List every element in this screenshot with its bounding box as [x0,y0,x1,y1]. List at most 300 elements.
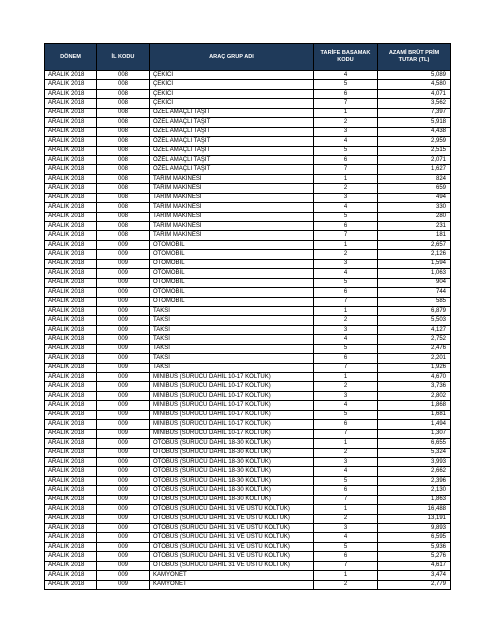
cell-il-kodu: 009 [97,467,150,476]
cell-prim-tutar: 824 [378,174,451,183]
cell-arac-grup-adi: TARIM MAKİNESİ [150,231,314,240]
cell-prim-tutar: 2,396 [378,476,451,485]
cell-donem: ARALIK 2018 [45,401,97,410]
cell-tarife-basamak: 7 [314,363,378,372]
cell-donem: ARALIK 2018 [45,571,97,580]
cell-tarife-basamak: 4 [314,467,378,476]
cell-arac-grup-adi: ÖZEL AMAÇLI TAŞIT [150,127,314,136]
cell-donem: ARALIK 2018 [45,495,97,504]
cell-tarife-basamak: 5 [314,278,378,287]
cell-tarife-basamak: 3 [314,127,378,136]
cell-il-kodu: 009 [97,486,150,495]
cell-prim-tutar: 1,063 [378,269,451,278]
cell-tarife-basamak: 7 [314,561,378,570]
cell-arac-grup-adi: ÇEKİCİ [150,71,314,80]
cell-donem: ARALIK 2018 [45,80,97,89]
cell-arac-grup-adi: ÖZEL AMAÇLI TAŞIT [150,118,314,127]
table-row [45,401,451,410]
cell-donem: ARALIK 2018 [45,316,97,325]
cell-tarife-basamak: 6 [314,354,378,363]
cell-prim-tutar: 5,324 [378,448,451,457]
cell-prim-tutar: 4,438 [378,127,451,136]
cell-tarife-basamak: 2 [314,382,378,391]
cell-prim-tutar: 7,397 [378,108,451,117]
cell-arac-grup-adi: MİNİBÜS (SÜRÜCÜ DAHİL 10-17 KOLTUK) [150,401,314,410]
cell-tarife-basamak: 5 [314,476,378,485]
cell-il-kodu: 009 [97,316,150,325]
cell-donem: ARALIK 2018 [45,344,97,353]
cell-tarife-basamak: 1 [314,505,378,514]
cell-tarife-basamak: 5 [314,542,378,551]
cell-tarife-basamak: 3 [314,391,378,400]
cell-donem: ARALIK 2018 [45,382,97,391]
table-row [45,486,451,495]
cell-il-kodu: 009 [97,382,150,391]
cell-il-kodu: 009 [97,439,150,448]
cell-donem: ARALIK 2018 [45,71,97,80]
cell-tarife-basamak: 2 [314,448,378,457]
cell-il-kodu: 008 [97,137,150,146]
table-row [45,382,451,391]
cell-arac-grup-adi: ÖZEL AMAÇLI TAŞIT [150,165,314,174]
cell-donem: ARALIK 2018 [45,439,97,448]
cell-tarife-basamak: 3 [314,193,378,202]
table-row [45,137,451,146]
table-row [45,391,451,400]
cell-prim-tutar: 1,681 [378,410,451,419]
cell-arac-grup-adi: TARIM MAKİNESİ [150,203,314,212]
cell-donem: ARALIK 2018 [45,505,97,514]
table-body [45,71,451,590]
cell-donem: ARALIK 2018 [45,373,97,382]
table-row [45,174,451,183]
table-row [45,269,451,278]
cell-arac-grup-adi: OTOBÜS (SÜRÜCÜ DAHİL 18-30 KOLTUK) [150,476,314,485]
cell-il-kodu: 009 [97,561,150,570]
cell-tarife-basamak: 2 [314,250,378,259]
table-row [45,212,451,221]
cell-prim-tutar: 280 [378,212,451,221]
table-row [45,439,451,448]
cell-arac-grup-adi: KAMYONET [150,571,314,580]
cell-arac-grup-adi: MİNİBÜS (SÜRÜCÜ DAHİL 10-17 KOLTUK) [150,382,314,391]
cell-prim-tutar: 4,071 [378,89,451,98]
cell-donem: ARALIK 2018 [45,240,97,249]
cell-il-kodu: 009 [97,240,150,249]
cell-arac-grup-adi: OTOBÜS (SÜRÜCÜ DAHİL 18-30 KOLTUK) [150,439,314,448]
cell-arac-grup-adi: OTOBÜS (SÜRÜCÜ DAHİL 18-30 KOLTUK) [150,467,314,476]
cell-tarife-basamak: 7 [314,495,378,504]
cell-il-kodu: 009 [97,514,150,523]
cell-arac-grup-adi: MİNİBÜS (SÜRÜCÜ DAHİL 10-17 KOLTUK) [150,373,314,382]
cell-il-kodu: 009 [97,269,150,278]
cell-donem: ARALIK 2018 [45,259,97,268]
cell-il-kodu: 009 [97,448,150,457]
cell-tarife-basamak: 7 [314,231,378,240]
cell-prim-tutar: 6,879 [378,306,451,315]
cell-arac-grup-adi: ÇEKİCİ [150,80,314,89]
cell-tarife-basamak: 6 [314,155,378,164]
table-row [45,306,451,315]
cell-il-kodu: 009 [97,533,150,542]
cell-tarife-basamak: 3 [314,325,378,334]
table-row [45,240,451,249]
cell-il-kodu: 008 [97,71,150,80]
table-row [45,476,451,485]
cell-tarife-basamak: 5 [314,344,378,353]
cell-tarife-basamak: 3 [314,259,378,268]
cell-il-kodu: 008 [97,222,150,231]
cell-tarife-basamak: 1 [314,240,378,249]
cell-prim-tutar: 2,476 [378,344,451,353]
table-row [45,89,451,98]
table-row [45,108,451,117]
cell-prim-tutar: 5,089 [378,71,451,80]
cell-arac-grup-adi: OTOBÜS (SÜRÜCÜ DAHİL 31 VE ÜSTÜ KOLTUK) [150,524,314,533]
table-row [45,495,451,504]
cell-il-kodu: 008 [97,184,150,193]
cell-tarife-basamak: 5 [314,212,378,221]
cell-tarife-basamak: 7 [314,165,378,174]
cell-prim-tutar: 1,868 [378,401,451,410]
cell-il-kodu: 009 [97,476,150,485]
cell-il-kodu: 009 [97,401,150,410]
cell-arac-grup-adi: OTOMOBİL [150,269,314,278]
cell-tarife-basamak: 1 [314,571,378,580]
cell-il-kodu: 008 [97,127,150,136]
cell-donem: ARALIK 2018 [45,580,97,589]
cell-donem: ARALIK 2018 [45,486,97,495]
cell-arac-grup-adi: ÖZEL AMAÇLI TAŞIT [150,137,314,146]
cell-donem: ARALIK 2018 [45,108,97,117]
table-row [45,184,451,193]
cell-tarife-basamak: 3 [314,524,378,533]
cell-donem: ARALIK 2018 [45,89,97,98]
cell-donem: ARALIK 2018 [45,533,97,542]
cell-donem: ARALIK 2018 [45,448,97,457]
cell-tarife-basamak: 5 [314,410,378,419]
cell-tarife-basamak: 1 [314,108,378,117]
table-row [45,420,451,429]
cell-tarife-basamak: 1 [314,306,378,315]
cell-il-kodu: 009 [97,391,150,400]
cell-il-kodu: 009 [97,495,150,504]
table-row [45,278,451,287]
cell-arac-grup-adi: OTOMOBİL [150,250,314,259]
cell-prim-tutar: 659 [378,184,451,193]
cell-arac-grup-adi: TARIM MAKİNESİ [150,222,314,231]
header-azami-brut-prim-tutar: AZAMİ BRÜT PRİM TUTAR (TL) [378,44,451,71]
table-row [45,448,451,457]
cell-donem: ARALIK 2018 [45,561,97,570]
cell-il-kodu: 008 [97,174,150,183]
cell-arac-grup-adi: OTOBÜS (SÜRÜCÜ DAHİL 31 VE ÜSTÜ KOLTUK) [150,561,314,570]
table-row [45,533,451,542]
cell-prim-tutar: 6,595 [378,533,451,542]
table-row [45,344,451,353]
table-row [45,222,451,231]
table-row [45,373,451,382]
cell-il-kodu: 009 [97,373,150,382]
cell-il-kodu: 008 [97,118,150,127]
table-row [45,429,451,438]
cell-prim-tutar: 4,617 [378,561,451,570]
cell-il-kodu: 009 [97,429,150,438]
cell-tarife-basamak: 6 [314,288,378,297]
cell-il-kodu: 009 [97,288,150,297]
cell-arac-grup-adi: TARIM MAKİNESİ [150,212,314,221]
cell-donem: ARALIK 2018 [45,193,97,202]
cell-donem: ARALIK 2018 [45,250,97,259]
cell-donem: ARALIK 2018 [45,542,97,551]
cell-arac-grup-adi: OTOBÜS (SÜRÜCÜ DAHİL 31 VE ÜSTÜ KOLTUK) [150,542,314,551]
cell-prim-tutar: 2,779 [378,580,451,589]
cell-donem: ARALIK 2018 [45,222,97,231]
cell-tarife-basamak: 6 [314,89,378,98]
cell-prim-tutar: 16,488 [378,505,451,514]
cell-donem: ARALIK 2018 [45,174,97,183]
cell-prim-tutar: 2,515 [378,146,451,155]
table-row [45,316,451,325]
table-row [45,561,451,570]
cell-tarife-basamak: 5 [314,146,378,155]
cell-donem: ARALIK 2018 [45,297,97,306]
table-row [45,71,451,80]
cell-prim-tutar: 13,191 [378,514,451,523]
cell-arac-grup-adi: TARIM MAKİNESİ [150,174,314,183]
cell-prim-tutar: 2,071 [378,155,451,164]
cell-donem: ARALIK 2018 [45,278,97,287]
cell-prim-tutar: 1,863 [378,495,451,504]
cell-donem: ARALIK 2018 [45,420,97,429]
cell-donem: ARALIK 2018 [45,165,97,174]
table-row [45,335,451,344]
table-row [45,193,451,202]
cell-prim-tutar: 330 [378,203,451,212]
cell-tarife-basamak: 4 [314,71,378,80]
cell-il-kodu: 009 [97,580,150,589]
cell-prim-tutar: 1,494 [378,420,451,429]
table-row [45,542,451,551]
cell-il-kodu: 008 [97,108,150,117]
cell-il-kodu: 009 [97,505,150,514]
cell-prim-tutar: 181 [378,231,451,240]
cell-il-kodu: 009 [97,457,150,466]
cell-il-kodu: 009 [97,259,150,268]
cell-prim-tutar: 1,926 [378,363,451,372]
cell-arac-grup-adi: OTOMOBİL [150,278,314,287]
cell-tarife-basamak: 3 [314,457,378,466]
cell-donem: ARALIK 2018 [45,212,97,221]
cell-il-kodu: 009 [97,420,150,429]
cell-arac-grup-adi: MİNİBÜS (SÜRÜCÜ DAHİL 10-17 KOLTUK) [150,429,314,438]
cell-arac-grup-adi: ÖZEL AMAÇLI TAŞIT [150,108,314,117]
cell-arac-grup-adi: ÖZEL AMAÇLI TAŞIT [150,155,314,164]
cell-tarife-basamak: 1 [314,373,378,382]
table-row [45,580,451,589]
cell-il-kodu: 008 [97,203,150,212]
cell-il-kodu: 009 [97,542,150,551]
cell-donem: ARALIK 2018 [45,146,97,155]
cell-tarife-basamak: 2 [314,580,378,589]
cell-arac-grup-adi: TARIM MAKİNESİ [150,193,314,202]
premium-table [44,43,451,590]
table-row [45,410,451,419]
cell-prim-tutar: 2,126 [378,250,451,259]
cell-arac-grup-adi: TAKSİ [150,306,314,315]
cell-prim-tutar: 1,307 [378,429,451,438]
table-row [45,231,451,240]
cell-donem: ARALIK 2018 [45,155,97,164]
cell-arac-grup-adi: OTOBÜS (SÜRÜCÜ DAHİL 18-30 KOLTUK) [150,495,314,504]
cell-prim-tutar: 2,752 [378,335,451,344]
cell-arac-grup-adi: MİNİBÜS (SÜRÜCÜ DAHİL 10-17 KOLTUK) [150,391,314,400]
cell-il-kodu: 008 [97,212,150,221]
cell-prim-tutar: 5,276 [378,552,451,561]
cell-donem: ARALIK 2018 [45,288,97,297]
table-row [45,127,451,136]
table-row [45,155,451,164]
cell-prim-tutar: 1,627 [378,165,451,174]
cell-donem: ARALIK 2018 [45,552,97,561]
table-row [45,363,451,372]
cell-arac-grup-adi: OTOMOBİL [150,240,314,249]
cell-il-kodu: 009 [97,344,150,353]
cell-prim-tutar: 6,655 [378,439,451,448]
cell-donem: ARALIK 2018 [45,457,97,466]
cell-donem: ARALIK 2018 [45,137,97,146]
cell-arac-grup-adi: OTOBÜS (SÜRÜCÜ DAHİL 18-30 KOLTUK) [150,448,314,457]
cell-tarife-basamak: 5 [314,80,378,89]
cell-arac-grup-adi: TAKSİ [150,363,314,372]
cell-prim-tutar: 744 [378,288,451,297]
cell-prim-tutar: 2,657 [378,240,451,249]
cell-prim-tutar: 494 [378,193,451,202]
table-row [45,146,451,155]
cell-prim-tutar: 585 [378,297,451,306]
cell-il-kodu: 008 [97,155,150,164]
table-row [45,552,451,561]
cell-tarife-basamak: 4 [314,533,378,542]
cell-il-kodu: 009 [97,410,150,419]
cell-arac-grup-adi: OTOMOBİL [150,288,314,297]
cell-prim-tutar: 904 [378,278,451,287]
cell-il-kodu: 009 [97,297,150,306]
cell-donem: ARALIK 2018 [45,203,97,212]
cell-arac-grup-adi: OTOBÜS (SÜRÜCÜ DAHİL 31 VE ÜSTÜ KOLTUK) [150,533,314,542]
cell-donem: ARALIK 2018 [45,184,97,193]
table-row [45,250,451,259]
cell-prim-tutar: 2,959 [378,137,451,146]
table-row [45,514,451,523]
cell-tarife-basamak: 4 [314,137,378,146]
table-row [45,288,451,297]
cell-tarife-basamak: 2 [314,118,378,127]
table-header-row [45,44,451,71]
cell-donem: ARALIK 2018 [45,335,97,344]
cell-arac-grup-adi: OTOBÜS (SÜRÜCÜ DAHİL 18-30 KOLTUK) [150,486,314,495]
table-row [45,457,451,466]
cell-arac-grup-adi: TAKSİ [150,335,314,344]
cell-il-kodu: 008 [97,165,150,174]
cell-il-kodu: 008 [97,146,150,155]
table-row [45,165,451,174]
cell-il-kodu: 008 [97,99,150,108]
cell-arac-grup-adi: MİNİBÜS (SÜRÜCÜ DAHİL 10-17 KOLTUK) [150,420,314,429]
cell-donem: ARALIK 2018 [45,476,97,485]
cell-prim-tutar: 231 [378,222,451,231]
cell-il-kodu: 009 [97,306,150,315]
cell-il-kodu: 009 [97,552,150,561]
cell-prim-tutar: 2,802 [378,391,451,400]
cell-prim-tutar: 2,662 [378,467,451,476]
cell-arac-grup-adi: OTOBÜS (SÜRÜCÜ DAHİL 31 VE ÜSTÜ KOLTUK) [150,552,314,561]
table-row [45,80,451,89]
cell-tarife-basamak: 4 [314,203,378,212]
cell-il-kodu: 009 [97,250,150,259]
cell-il-kodu: 009 [97,278,150,287]
cell-il-kodu: 009 [97,354,150,363]
table-row [45,99,451,108]
cell-donem: ARALIK 2018 [45,363,97,372]
cell-prim-tutar: 9,893 [378,524,451,533]
cell-donem: ARALIK 2018 [45,269,97,278]
cell-tarife-basamak: 7 [314,99,378,108]
cell-donem: ARALIK 2018 [45,306,97,315]
cell-donem: ARALIK 2018 [45,467,97,476]
cell-il-kodu: 009 [97,524,150,533]
table-row [45,571,451,580]
cell-prim-tutar: 5,918 [378,118,451,127]
cell-prim-tutar: 3,562 [378,99,451,108]
cell-prim-tutar: 2,201 [378,354,451,363]
cell-donem: ARALIK 2018 [45,118,97,127]
cell-tarife-basamak: 6 [314,486,378,495]
cell-arac-grup-adi: ÇEKİCİ [150,89,314,98]
cell-arac-grup-adi: OTOBÜS (SÜRÜCÜ DAHİL 18-30 KOLTUK) [150,457,314,466]
cell-arac-grup-adi: OTOBÜS (SÜRÜCÜ DAHİL 31 VE ÜSTÜ KOLTUK) [150,514,314,523]
cell-tarife-basamak: 6 [314,420,378,429]
cell-donem: ARALIK 2018 [45,354,97,363]
cell-tarife-basamak: 4 [314,269,378,278]
cell-arac-grup-adi: TAKSİ [150,316,314,325]
cell-il-kodu: 008 [97,89,150,98]
cell-tarife-basamak: 2 [314,184,378,193]
cell-tarife-basamak: 6 [314,222,378,231]
cell-prim-tutar: 3,993 [378,457,451,466]
cell-prim-tutar: 5,503 [378,316,451,325]
cell-prim-tutar: 1,594 [378,259,451,268]
table-row [45,203,451,212]
cell-arac-grup-adi: OTOBÜS (SÜRÜCÜ DAHİL 31 VE ÜSTÜ KOLTUK) [150,505,314,514]
cell-arac-grup-adi: ÇEKİCİ [150,99,314,108]
cell-tarife-basamak: 4 [314,335,378,344]
cell-prim-tutar: 5,936 [378,542,451,551]
cell-arac-grup-adi: OTOMOBİL [150,297,314,306]
table-row [45,259,451,268]
header-donem: DÖNEM [45,44,97,71]
cell-tarife-basamak: 2 [314,316,378,325]
table-row [45,524,451,533]
cell-tarife-basamak: 7 [314,297,378,306]
cell-arac-grup-adi: TAKSİ [150,325,314,334]
cell-arac-grup-adi: TARIM MAKİNESİ [150,184,314,193]
cell-tarife-basamak: 2 [314,514,378,523]
cell-donem: ARALIK 2018 [45,391,97,400]
cell-donem: ARALIK 2018 [45,325,97,334]
cell-arac-grup-adi: KAMYONET [150,580,314,589]
cell-prim-tutar: 4,670 [378,373,451,382]
